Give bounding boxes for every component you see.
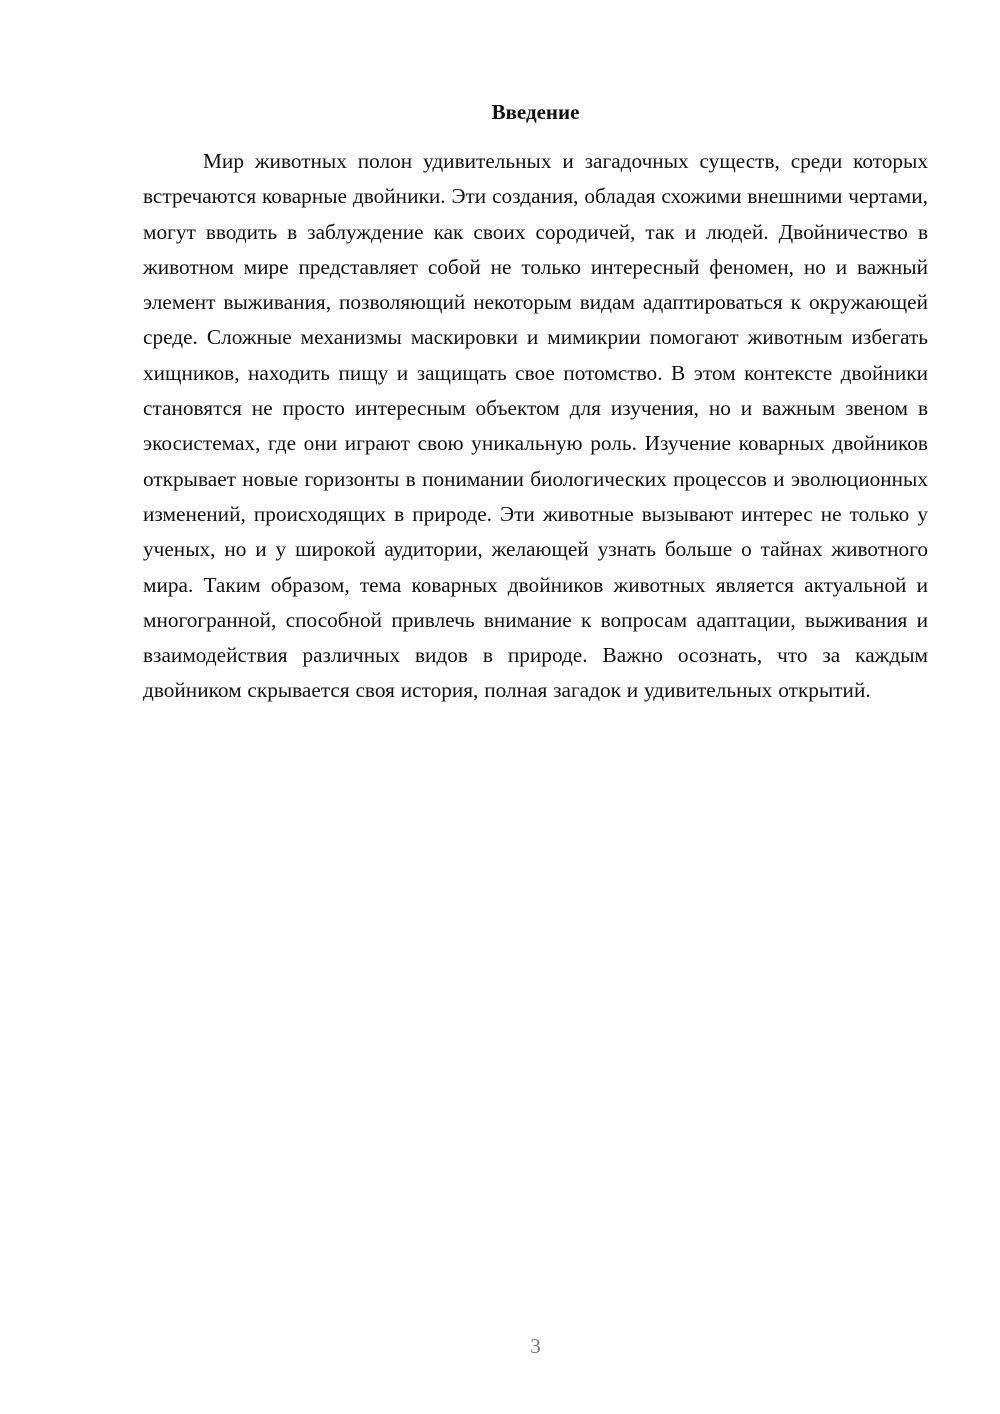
page-number: 3	[530, 1334, 541, 1358]
body-paragraph: Мир животных полон удивительных и загадочных существ, среди которых встречаются коварные двойники. Эти создания, обладая схожими внешними чертами, могут вводить в заблуждение как своих сородичей, так и людей. Двойничество в животном мире представляет собой не только интересный феномен, но и важный элемент выживания, позволяющий некоторым видам адаптироваться к окружающей среде. Сложные механизмы маскировки и мимикрии помогают животным избегать хищников, находить пищу и защищать свое потомство. В этом контексте двойники становятся не просто интересным объектом для изучения, но и важным звеном в экосистемах, где они играют свою уникальную роль. Изучение коварных двойников открывает новые горизонты в понимании биологических процессов и эволюционных изменений, происходящих в природе. Эти животные вызывают интерес не только у ученых, но и у широкой аудитории, желающей узнать больше о тайнах животного мира. Таким образом, тема коварных двойников животных является актуальной и многогранной, способной привлечь внимание к вопросам адаптации, выживания и взаимодействия различных видов в природе. Важно осознать, что за каждым двойником скрывается своя история, полная загадок и удивительных открытий.	[143, 149, 928, 703]
section-title: Введение	[491, 100, 580, 124]
